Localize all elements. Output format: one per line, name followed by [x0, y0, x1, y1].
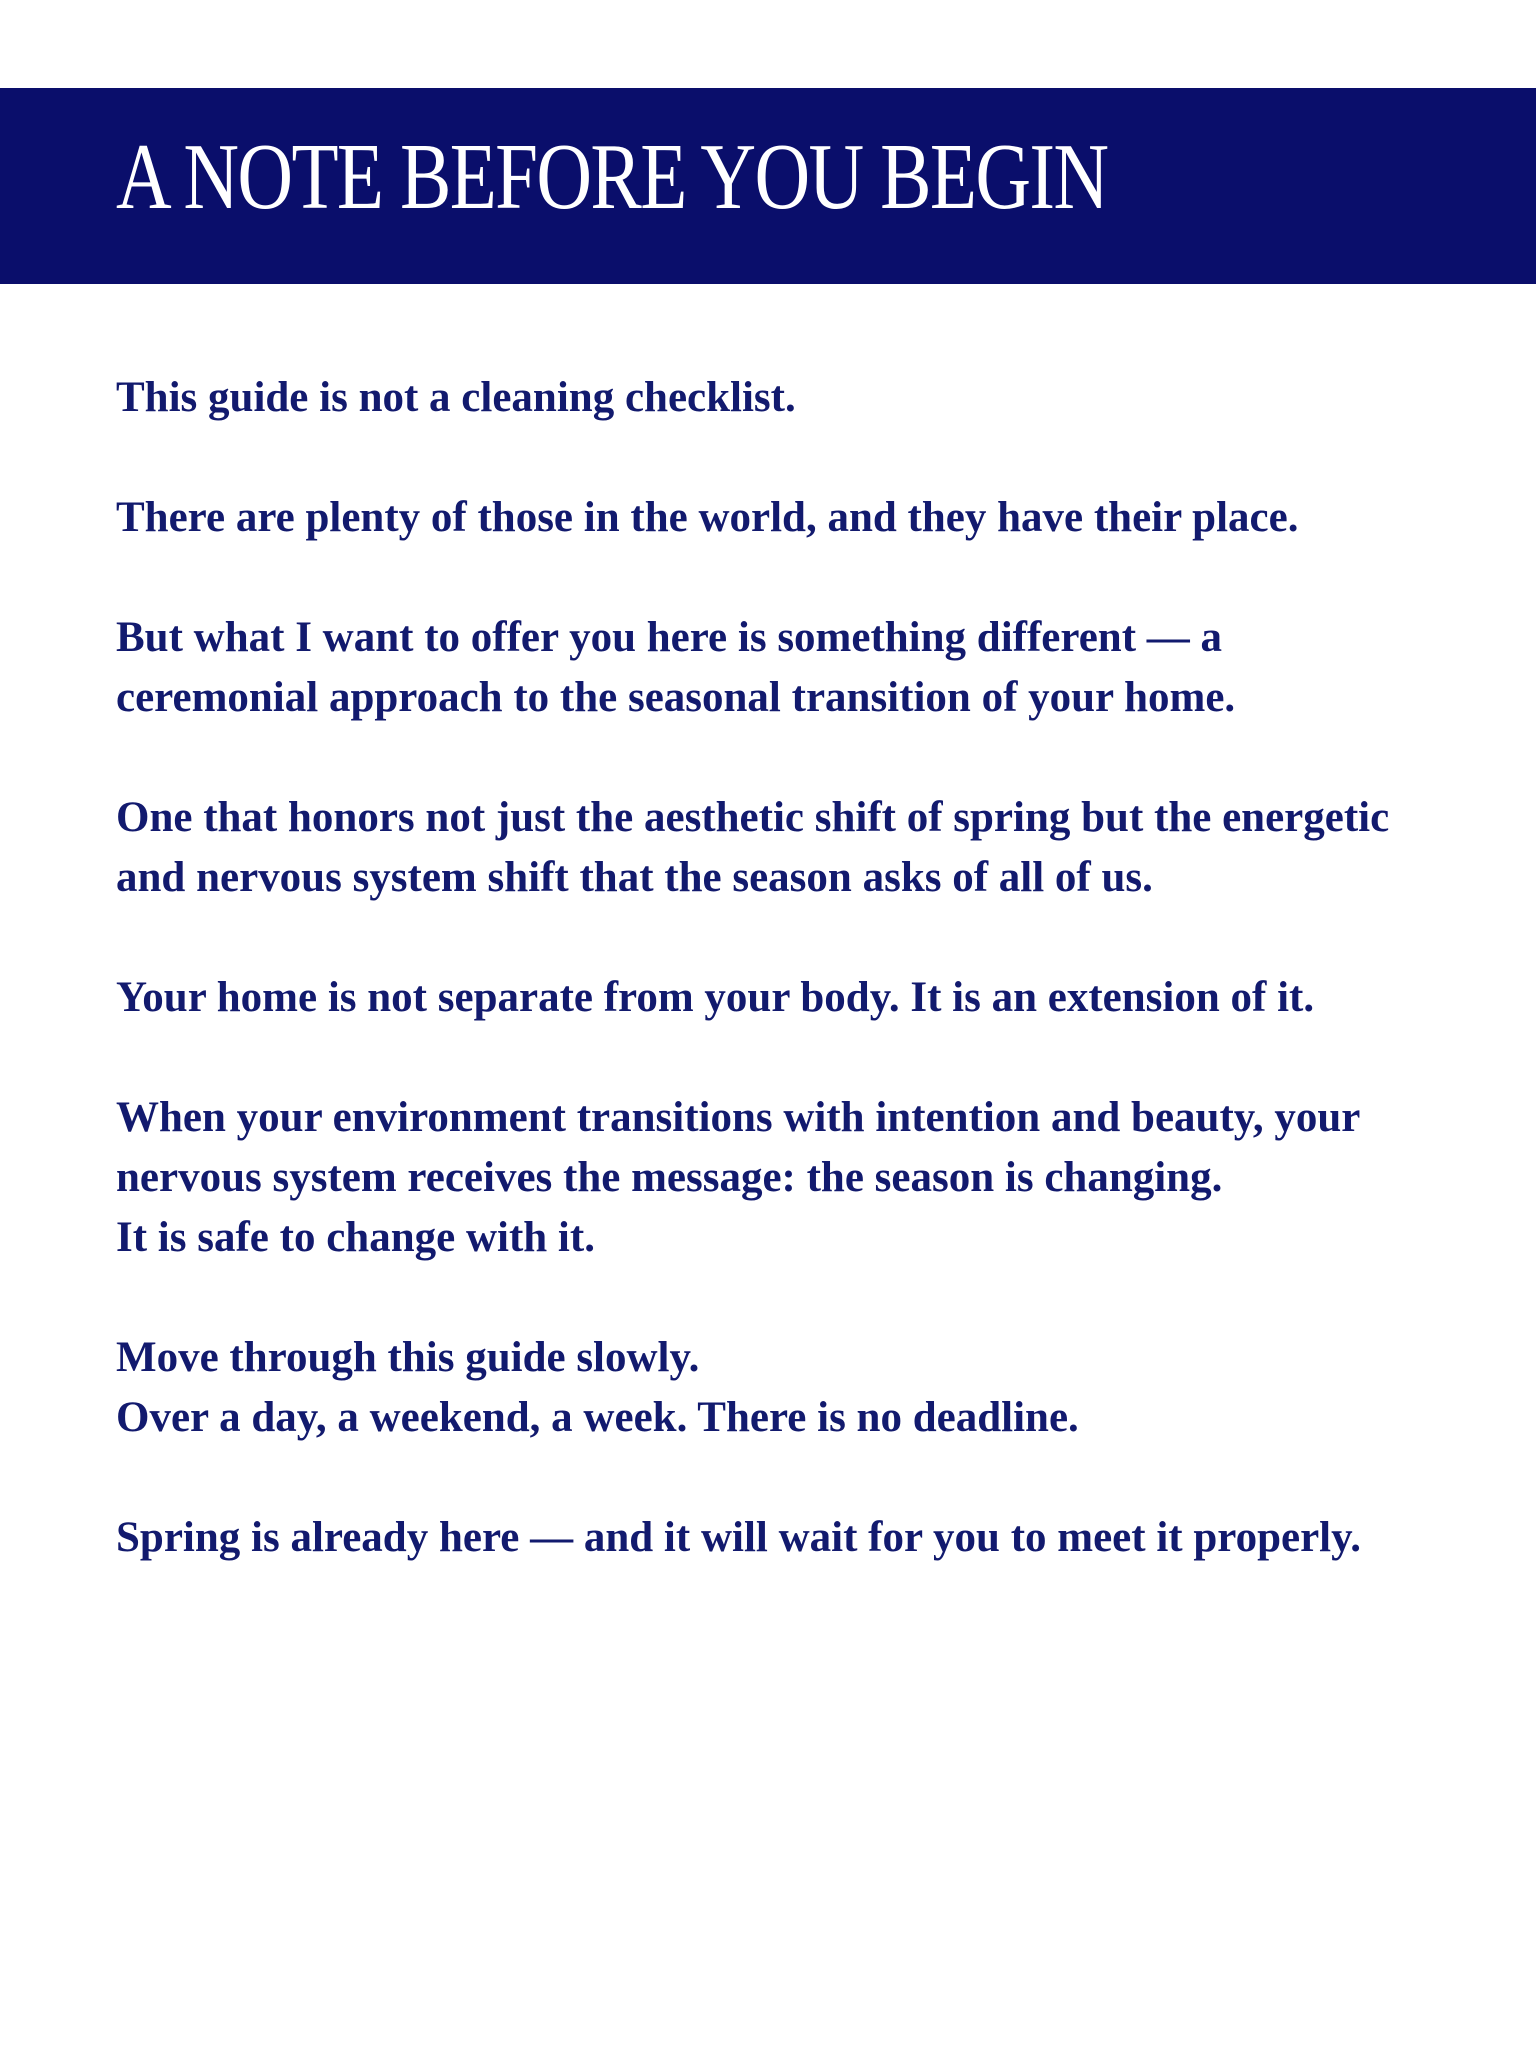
paragraph-line: Your home is not separate from your body. It is an extension of it.	[116, 974, 1315, 1021]
paragraph-line: It is safe to change with it.	[116, 1214, 595, 1261]
paragraph	[116, 788, 1406, 908]
paragraph-line: Spring is already here — and it will wait for you to meet it properly.	[116, 1514, 1361, 1561]
paragraph-line: When your environment transitions with intention and beauty, your nervous system receives the message: the season is changing.	[116, 1094, 1360, 1201]
paragraph-line: One that honors not just the aesthetic shift of spring but the energetic and nervous system shift that the season asks of all of us.	[116, 794, 1390, 901]
page-title: A NOTE BEFORE YOU BEGIN	[116, 125, 1108, 229]
paragraph-line: This guide is not a cleaning checklist.	[116, 374, 796, 421]
paragraph	[116, 1328, 1406, 1448]
paragraph	[116, 968, 1406, 1028]
paragraph	[116, 1088, 1406, 1268]
paragraph-line: But what I want to offer you here is something different — a ceremonial approach to the seasonal transition of your home.	[116, 614, 1236, 721]
paragraph	[116, 1508, 1406, 1568]
paragraph	[116, 608, 1406, 728]
paragraph	[116, 368, 1406, 428]
note-body	[116, 368, 1406, 1568]
paragraph-line: Over a day, a weekend, a week. There is no deadline.	[116, 1394, 1079, 1441]
paragraph-line: Move through this guide slowly.	[116, 1334, 700, 1381]
paragraph-line: There are plenty of those in the world, and they have their place.	[116, 494, 1299, 541]
paragraph	[116, 488, 1406, 548]
